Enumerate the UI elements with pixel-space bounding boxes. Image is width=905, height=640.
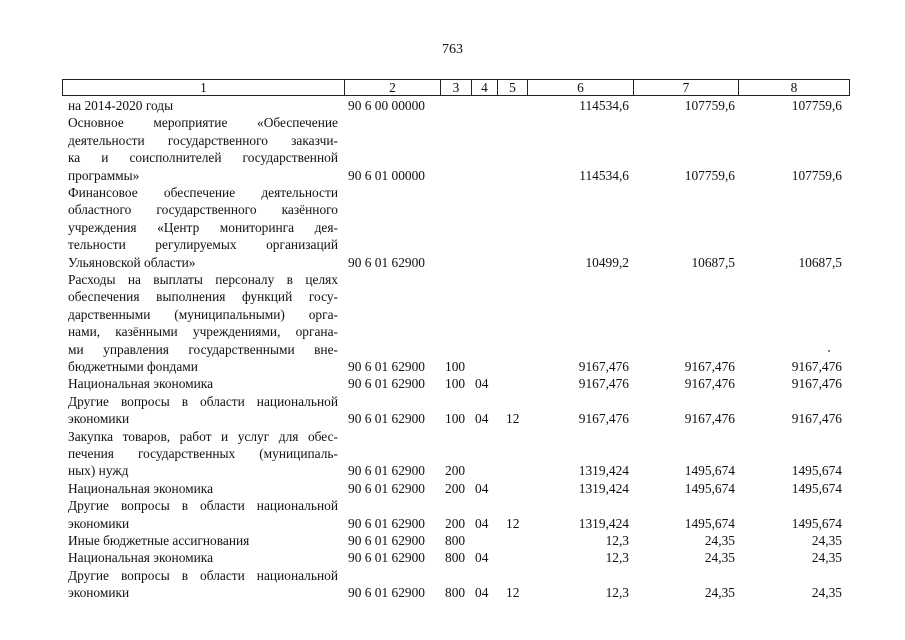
- amount-col-7: 9167,476: [684, 411, 735, 427]
- expense-type-code: 100: [445, 411, 466, 427]
- row-description: [68, 549, 338, 566]
- description-line: ка и соисполнителей государственной: [68, 150, 338, 166]
- header-col-1: 1: [200, 80, 207, 95]
- header-col-6: 6: [527, 80, 633, 95]
- description-line: дарственными (муниципальными) орга-: [68, 306, 338, 322]
- description-line: экономики: [68, 585, 130, 601]
- row-description: [68, 428, 338, 480]
- expense-type-code: 100: [445, 376, 466, 392]
- description-line: тельности регулируемых организаций: [68, 237, 338, 253]
- page-number: 763: [442, 42, 463, 57]
- amount-col-8: 1495,674: [791, 463, 842, 479]
- description-line: печения государственных (муниципаль-: [68, 446, 338, 461]
- amount-col-8: 9167,476: [791, 376, 842, 392]
- expense-type-code: 200: [445, 480, 466, 496]
- budget-code: 90 6 01 62900: [348, 585, 425, 601]
- description-line: нами, казёнными учреждениями, органа-: [68, 324, 338, 340]
- description-line: Другие вопросы в области национальной: [68, 393, 338, 409]
- subsection-code: 12: [506, 515, 520, 531]
- amount-col-6: 114534,6: [579, 167, 629, 183]
- description-line: на 2014-2020 годы: [68, 98, 174, 113]
- budget-code: 90 6 01 62900: [348, 550, 425, 566]
- description-line: ми управления государственными вне-: [68, 341, 338, 357]
- header-col-3: 3: [440, 80, 471, 95]
- description-line: Основное мероприятие «Обеспечение: [68, 115, 338, 131]
- amount-col-7: 1495,674: [684, 480, 735, 496]
- amount-col-6: 9167,476: [578, 376, 629, 392]
- description-line: учреждения «Центр мониторинга дея-: [68, 219, 338, 235]
- section-code: 04: [475, 376, 489, 392]
- amount-col-6: 9167,476: [578, 359, 629, 374]
- amount-col-8: 107759,6: [791, 167, 842, 183]
- description-line: экономики: [68, 411, 130, 427]
- amount-col-8: 9167,476: [791, 411, 842, 427]
- budget-code: 90 6 01 62900: [348, 376, 425, 392]
- amount-col-6: 12,3: [605, 585, 629, 601]
- amount-col-7: 107759,6: [684, 167, 735, 183]
- budget-code: 90 6 01 62900: [348, 411, 425, 427]
- expense-type-code: 200: [445, 463, 466, 479]
- description-line: Национальная экономика: [68, 376, 214, 392]
- amount-col-7: 24,35: [704, 533, 735, 548]
- description-line: Национальная экономика: [68, 550, 214, 566]
- amount-col-8: 10687,5: [798, 254, 842, 270]
- expense-type-code: 100: [445, 359, 466, 374]
- header-col-4: 4: [471, 80, 497, 95]
- expense-type-code: 800: [445, 533, 466, 548]
- table-header-row: [62, 79, 850, 96]
- amount-col-6: 10499,2: [585, 254, 629, 270]
- amount-col-8: 1495,674: [791, 480, 842, 496]
- amount-col-8: 24,35: [811, 585, 842, 601]
- description-line: обеспечения выполнения функций госу-: [68, 289, 338, 305]
- description-line: Закупка товаров, работ и услуг для обес-: [68, 428, 338, 444]
- amount-col-7: 1495,674: [684, 463, 735, 479]
- subsection-code: 12: [506, 411, 520, 427]
- expense-type-code: 800: [445, 585, 466, 601]
- section-code: 04: [475, 480, 489, 496]
- description-line: Расходы на выплаты персоналу в целях: [68, 272, 338, 287]
- section-code: 04: [475, 550, 489, 566]
- amount-col-8: 24,35: [811, 533, 842, 548]
- description-line: Иные бюджетные ассигнования: [68, 533, 250, 548]
- amount-col-7: 107759,6: [684, 98, 735, 113]
- amount-col-7: 9167,476: [684, 359, 735, 374]
- header-col-2: 2: [344, 80, 440, 95]
- budget-code: 90 6 01 62900: [348, 359, 425, 374]
- description-line: Другие вопросы в области национальной: [68, 567, 338, 583]
- amount-col-6: 1319,424: [578, 515, 629, 531]
- row-description: [68, 271, 338, 375]
- section-code: 04: [475, 411, 489, 427]
- description-line: ных) нужд: [68, 463, 129, 479]
- budget-code: 90 6 01 62900: [348, 533, 425, 548]
- expense-type-code: 200: [445, 515, 466, 531]
- amount-col-7: 10687,5: [691, 254, 735, 270]
- description-line: экономики: [68, 515, 130, 531]
- amount-col-7: 9167,476: [684, 376, 735, 392]
- amount-col-7: 24,35: [704, 585, 735, 601]
- row-description: [68, 480, 338, 497]
- amount-col-7: 24,35: [704, 550, 735, 566]
- header-col-7: 7: [633, 80, 738, 95]
- description-line: областного государственного казённого: [68, 202, 338, 218]
- row-description: [68, 375, 338, 392]
- expense-type-code: 800: [445, 550, 466, 566]
- amount-col-6: 9167,476: [578, 411, 629, 427]
- amount-col-6: 114534,6: [579, 98, 629, 113]
- header-col-5: 5: [497, 80, 527, 95]
- row-description: [68, 567, 338, 602]
- scan-speck: [828, 350, 830, 352]
- budget-code: 90 6 01 62900: [348, 515, 425, 531]
- description-line: Финансовое обеспечение деятельности: [68, 185, 338, 200]
- row-description: [68, 532, 338, 549]
- section-code: 04: [475, 515, 489, 531]
- budget-code: 90 6 00 00000: [348, 98, 425, 113]
- row-description: [68, 393, 338, 428]
- amount-col-6: 1319,424: [578, 463, 629, 479]
- budget-code: 90 6 01 62900: [348, 463, 425, 479]
- description-line: Национальная экономика: [68, 480, 214, 496]
- budget-code: 90 6 01 62900: [348, 480, 425, 496]
- row-description: [68, 184, 338, 271]
- row-description: [68, 497, 338, 532]
- description-line: Ульяновской области»: [68, 254, 196, 270]
- header-col-8: 8: [738, 80, 849, 95]
- amount-col-8: 9167,476: [791, 359, 842, 374]
- amount-col-8: 107759,6: [791, 98, 842, 113]
- budget-code: 90 6 01 00000: [348, 167, 425, 183]
- row-description: [68, 97, 338, 114]
- subsection-code: 12: [506, 585, 520, 601]
- amount-col-6: 12,3: [605, 533, 629, 548]
- row-description: [68, 114, 338, 184]
- amount-col-6: 1319,424: [578, 480, 629, 496]
- amount-col-8: 1495,674: [791, 515, 842, 531]
- amount-col-8: 24,35: [811, 550, 842, 566]
- budget-code: 90 6 01 62900: [348, 254, 425, 270]
- description-line: программы»: [68, 167, 140, 183]
- description-line: деятельности государственного заказчи-: [68, 132, 338, 148]
- amount-col-7: 1495,674: [684, 515, 735, 531]
- description-line: бюджетными фондами: [68, 359, 198, 375]
- section-code: 04: [475, 585, 489, 601]
- description-line: Другие вопросы в области национальной: [68, 498, 338, 514]
- amount-col-6: 12,3: [605, 550, 629, 566]
